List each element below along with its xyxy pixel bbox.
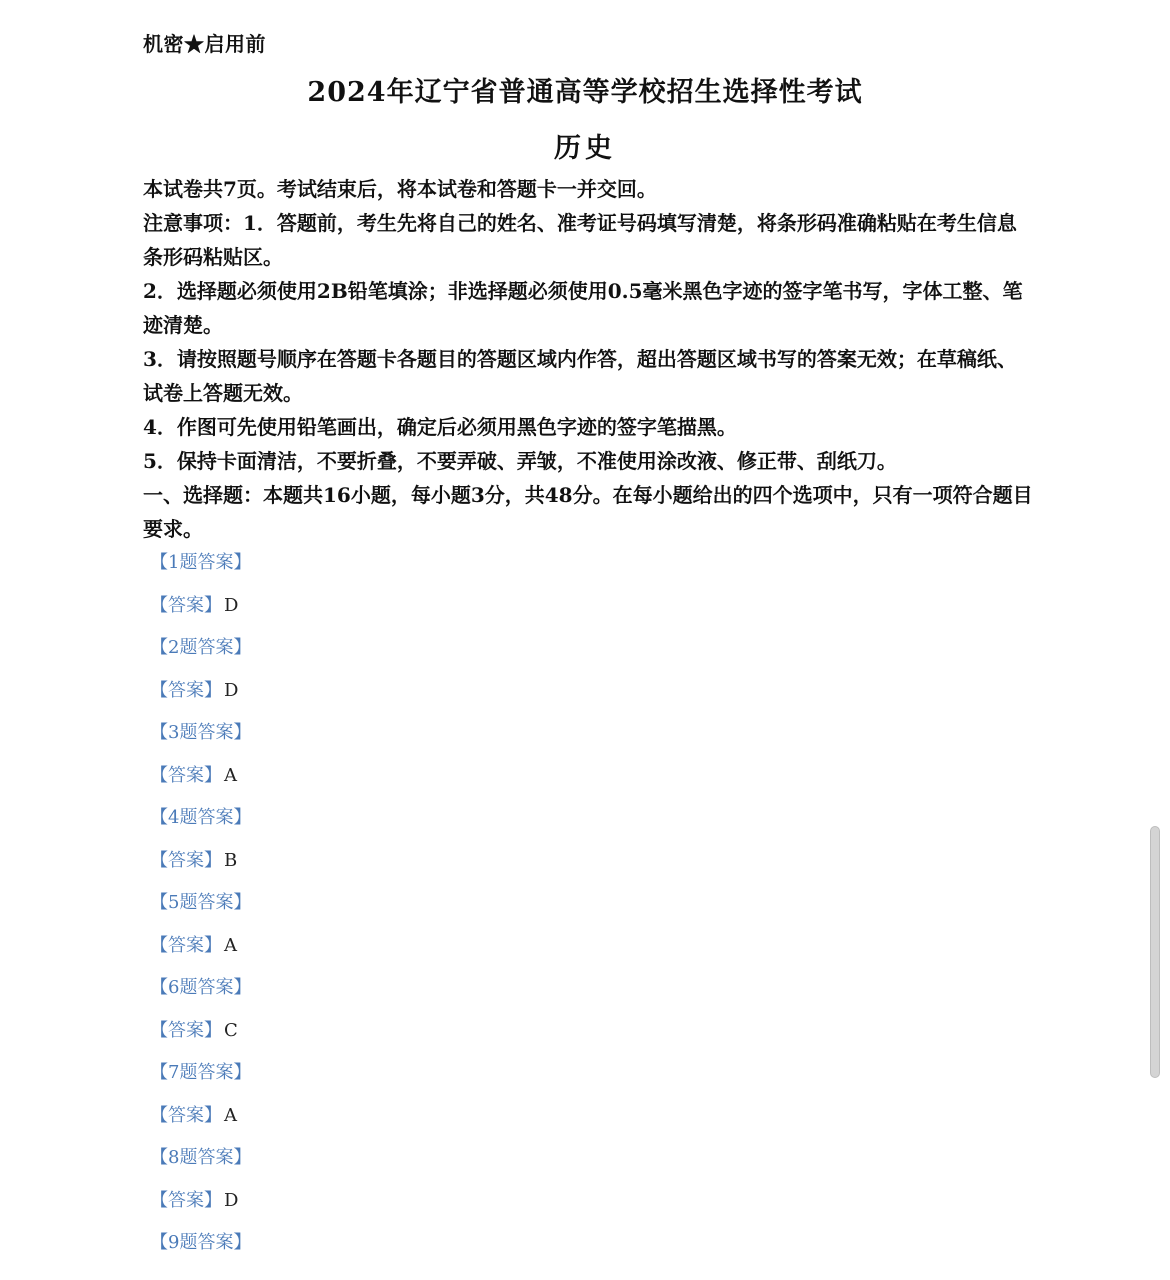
answer-row: 【答案】 D: [150, 679, 239, 701]
answer-row: 【答案】 A: [150, 1104, 237, 1126]
instructions-block: [143, 172, 1033, 546]
question-heading: 【7题答案】: [150, 1062, 252, 1083]
vertical-scrollbar[interactable]: [1150, 826, 1160, 1078]
answer-row: 【答案】 A: [150, 764, 237, 786]
answer-row: 【答案】 D: [150, 594, 239, 616]
answer-value: C: [224, 1019, 238, 1041]
instruction-paragraph: 本试卷共7页。考试结束后，将本试卷和答题卡一并交回。: [143, 177, 657, 201]
answer-value: B: [224, 849, 238, 871]
section-heading: 一、选择题：本题共16小题，每小题3分，共48分。在每小题给出的四个选项中，只有一项符合题目要求。: [143, 483, 1033, 541]
answer-row: 【答案】 D: [150, 1189, 239, 1211]
answer-value: D: [224, 1189, 239, 1211]
instruction-paragraph: 4．作图可先使用铅笔画出，确定后必须用黑色字迹的签字笔描黑。: [143, 415, 737, 439]
answer-row: 【答案】 C: [150, 1019, 238, 1041]
answer-row: 【答案】 A: [150, 934, 237, 956]
instruction-paragraph: 3．请按照题号顺序在答题卡各题目的答题区域内作答，超出答题区域书写的答案无效；在草稿纸、试卷上答题无效。: [143, 347, 1017, 405]
exam-title: 2024年辽宁省普通高等学校招生选择性考试: [307, 77, 863, 108]
question-heading: 【2题答案】: [150, 637, 252, 658]
question-heading: 【6题答案】: [150, 977, 252, 998]
question-heading: 【1题答案】: [150, 552, 252, 573]
instruction-paragraph: 注意事项：1．答题前，考生先将自己的姓名、准考证号码填写清楚，将条形码准确粘贴在考生信息条形码粘贴区。: [143, 211, 1017, 269]
question-heading: 【8题答案】: [150, 1147, 252, 1168]
question-heading: 【5题答案】: [150, 892, 252, 913]
answer-value: A: [224, 764, 237, 786]
answer-value: D: [224, 594, 239, 616]
answer-list: [150, 546, 550, 1269]
question-heading: 【3题答案】: [150, 722, 252, 743]
answer-value: D: [224, 679, 239, 701]
answer-value: A: [224, 934, 237, 956]
subject-title: 历史: [554, 133, 616, 164]
question-heading: 【4题答案】: [150, 807, 252, 828]
question-heading: 【9题答案】: [150, 1232, 252, 1253]
instruction-paragraph: 5．保持卡面清洁，不要折叠，不要弄破、弄皱，不准使用涂改液、修正带、刮纸刀。: [143, 449, 897, 473]
answer-row: 【答案】 B: [150, 849, 238, 871]
answer-value: A: [224, 1104, 237, 1126]
confidential-mark: 机密★启用前: [143, 32, 266, 56]
instruction-paragraph: 2．选择题必须使用2B铅笔填涂；非选择题必须使用0.5毫米黑色字迹的签字笔书写，字体工整、笔迹清楚。: [143, 279, 1023, 337]
